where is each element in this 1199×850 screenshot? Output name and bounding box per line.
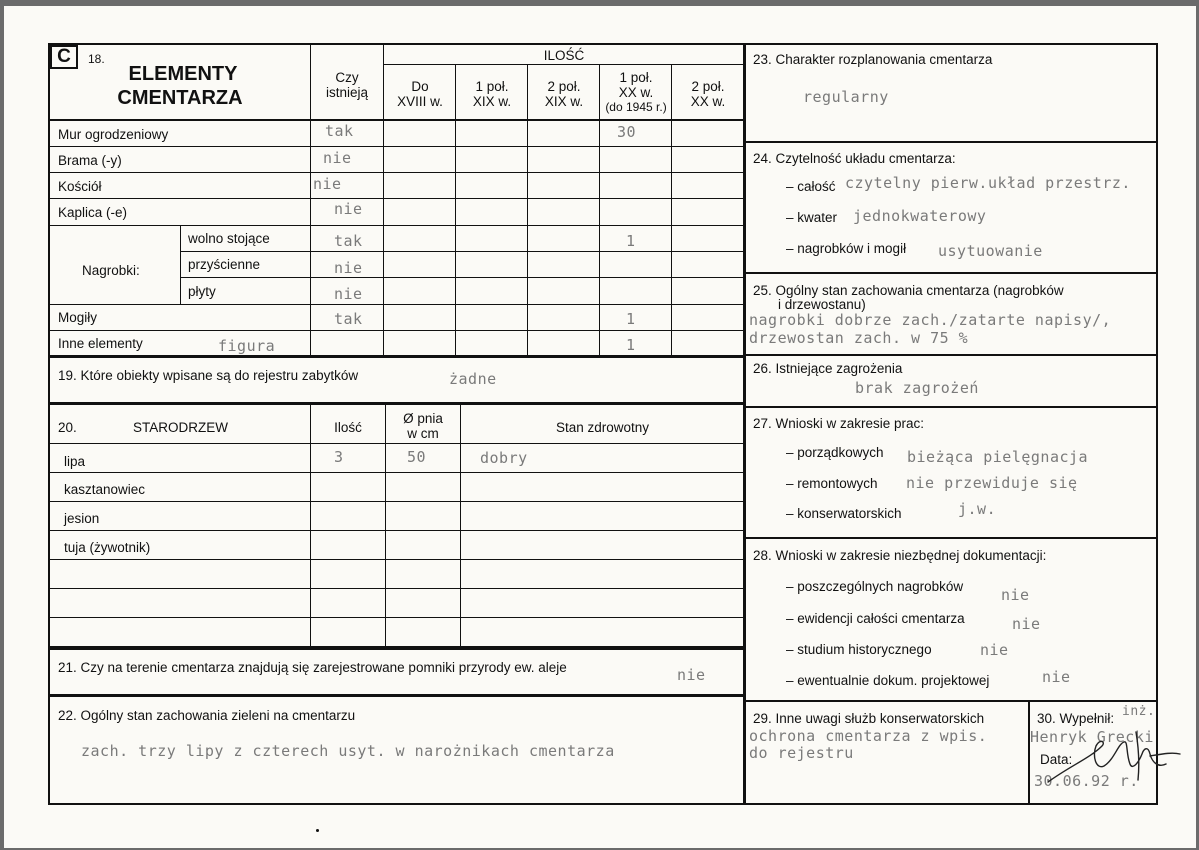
tree-count-lipa: 3 <box>334 448 344 466</box>
row-value-plyty: nie <box>334 285 363 303</box>
q28-c: – studium historycznego <box>786 642 932 657</box>
row-amount-wolno: 1 <box>626 232 636 250</box>
q24-kwater-answer: jednokwaterowy <box>853 207 987 225</box>
q20-number: 20. <box>58 420 77 435</box>
q28-c-answer: nie <box>980 641 1009 659</box>
row-value-kosciol: nie <box>313 175 342 193</box>
row-value-wolno: tak <box>334 232 363 250</box>
q23-label: 23. Charakter rozplanowania cmentarza <box>753 52 993 67</box>
row-amount-mogily: 1 <box>626 310 636 328</box>
q28-a-answer: nie <box>1001 586 1030 604</box>
q24-nagrobkow: – nagrobków i mogił <box>786 241 907 256</box>
q30-data-label: Data: <box>1040 752 1073 767</box>
q22-answer: zach. trzy lipy z czterech usyt. w narożnikach cmentarza <box>81 742 615 760</box>
q24-kwater: – kwater <box>786 210 838 225</box>
q24-calosc: – całość <box>786 179 836 194</box>
q29-answer-line1: ochrona cmentarza z wpis. <box>749 727 988 745</box>
q27-porz-answer: bieżąca pielęgnacja <box>907 448 1089 466</box>
q25-label-line2: i drzewostanu) <box>778 297 866 312</box>
q26-label: 26. Istniejące zagrożenia <box>753 361 903 376</box>
tree-health-lipa: dobry <box>480 449 528 467</box>
q27-porz: – porządkowych <box>786 445 884 460</box>
row-label-kosciol: Kościół <box>58 179 102 194</box>
q19-label: 19. Które obiekty wpisane są do rejestru zabytków <box>58 368 359 383</box>
q24-nagrobkow-answer: usytuowanie <box>938 242 1043 260</box>
q21-label: 21. Czy na terenie cmentarza znajdują się zarejestrowane pomniki przyrody ew. aleje <box>58 660 567 675</box>
q28-b: – ewidencji całości cmentarza <box>786 611 965 626</box>
row-value-mogily: tak <box>334 310 363 328</box>
q30-label: 30. Wypełnił: <box>1037 711 1115 726</box>
q24-calosc-answer: czytelny pierw.układ przestrz. <box>845 174 1131 192</box>
row-label-inne: Inne elementy <box>58 336 143 351</box>
q23-answer: regularny <box>803 88 889 106</box>
row-label-plyty: płyty <box>188 284 216 299</box>
tree-diameter-lipa: 50 <box>407 448 427 466</box>
q27-kons: – konserwatorskich <box>786 506 902 521</box>
q25-label-line1: 25. Ogólny stan zachowania cmentarza (nagrobków <box>753 283 1064 298</box>
section-number: 18. <box>88 52 105 66</box>
q28-a: – poszczególnych nagrobków <box>786 579 964 594</box>
q24-label: 24. Czytelność układu cmentarza: <box>753 151 956 166</box>
header-ilosc: ILOŚĆ <box>543 48 585 63</box>
q20-title: STARODRZEW <box>133 420 228 435</box>
q29-label: 29. Inne uwagi służb konserwatorskich <box>753 711 985 726</box>
row-inne-extra: figura <box>218 337 276 355</box>
q20-header-ilosc: Ilość <box>334 420 362 435</box>
row-amount-mur: 30 <box>617 123 637 141</box>
tree-name-lipa: lipa <box>64 454 86 469</box>
q30-date: 30.06.92 r. <box>1034 772 1139 790</box>
q28-d: – ewentualnie dokum. projektowej <box>786 673 990 688</box>
row-label-przyscienne: przyścienne <box>188 257 261 272</box>
row-label-brama: Brama (-y) <box>58 153 122 168</box>
q26-answer: brak zagrożeń <box>855 379 979 397</box>
header-1-xx: 1 poł. XX w. <box>618 70 654 100</box>
q30-name: Henryk Grecki <box>1030 728 1154 746</box>
header-czy-istnieja: Czy istnieją <box>325 70 369 100</box>
q27-kons-answer: j.w. <box>958 500 997 518</box>
q25-answer-line1: nagrobki dobrze zach./zatarte napisy/, <box>749 311 1112 329</box>
q27-rem-answer: nie przewiduje się <box>906 474 1078 492</box>
section-letter: C <box>57 46 71 67</box>
dot-mark <box>316 829 319 832</box>
tree-name-jesion: jesion <box>64 511 100 526</box>
q30-title: inż. <box>1122 704 1156 719</box>
nagrobki-label: Nagrobki: <box>82 263 140 278</box>
q21-answer: nie <box>677 666 706 684</box>
tree-name-kasztanowiec: kasztanowiec <box>64 482 146 497</box>
signature-image <box>1040 724 1190 794</box>
section-title-line1: ELEMENTY <box>128 63 238 85</box>
q27-rem: – remontowych <box>786 476 878 491</box>
header-do-xviii: Do XVIII w. <box>397 79 443 109</box>
row-value-kaplica: nie <box>334 200 363 218</box>
q19-answer: żadne <box>449 370 497 388</box>
row-label-mur: Mur ogrodzeniowy <box>58 127 169 142</box>
row-amount-inne: 1 <box>626 336 636 354</box>
q28-b-answer: nie <box>1012 615 1041 633</box>
q22-label: 22. Ogólny stan zachowania zieleni na cmentarzu <box>58 708 356 723</box>
row-value-brama: nie <box>323 149 352 167</box>
q28-label: 28. Wnioski w zakresie niezbędnej dokumentacji: <box>753 548 1047 563</box>
q20-header-stan: Stan zdrowotny <box>555 420 650 435</box>
q20-header-pnia: Ø pnia w cm <box>403 411 443 441</box>
q27-label: 27. Wnioski w zakresie prac: <box>753 416 925 431</box>
q28-d-answer: nie <box>1042 668 1071 686</box>
row-value-mur: tak <box>325 122 354 140</box>
row-label-kaplica: Kaplica (-e) <box>58 205 128 220</box>
row-label-wolno: wolno stojące <box>188 231 270 246</box>
tree-name-tuja: tuja (żywotnik) <box>64 540 151 555</box>
row-value-przyscienne: nie <box>334 259 363 277</box>
header-1-xix: 1 poł. XIX w. <box>472 79 512 109</box>
header-2-xix: 2 poł. XIX w. <box>544 79 584 109</box>
section-title-line2: CMENTARZA <box>117 87 243 109</box>
row-label-mogily: Mogiły <box>58 310 98 325</box>
q29-answer-line2: do rejestru <box>749 744 854 762</box>
header-1-xx-note: (do 1945 r.) <box>605 100 667 114</box>
header-2-xx: 2 poł. XX w. <box>690 79 726 109</box>
q25-answer-line2: drzewostan zach. w 75 % <box>749 329 969 347</box>
